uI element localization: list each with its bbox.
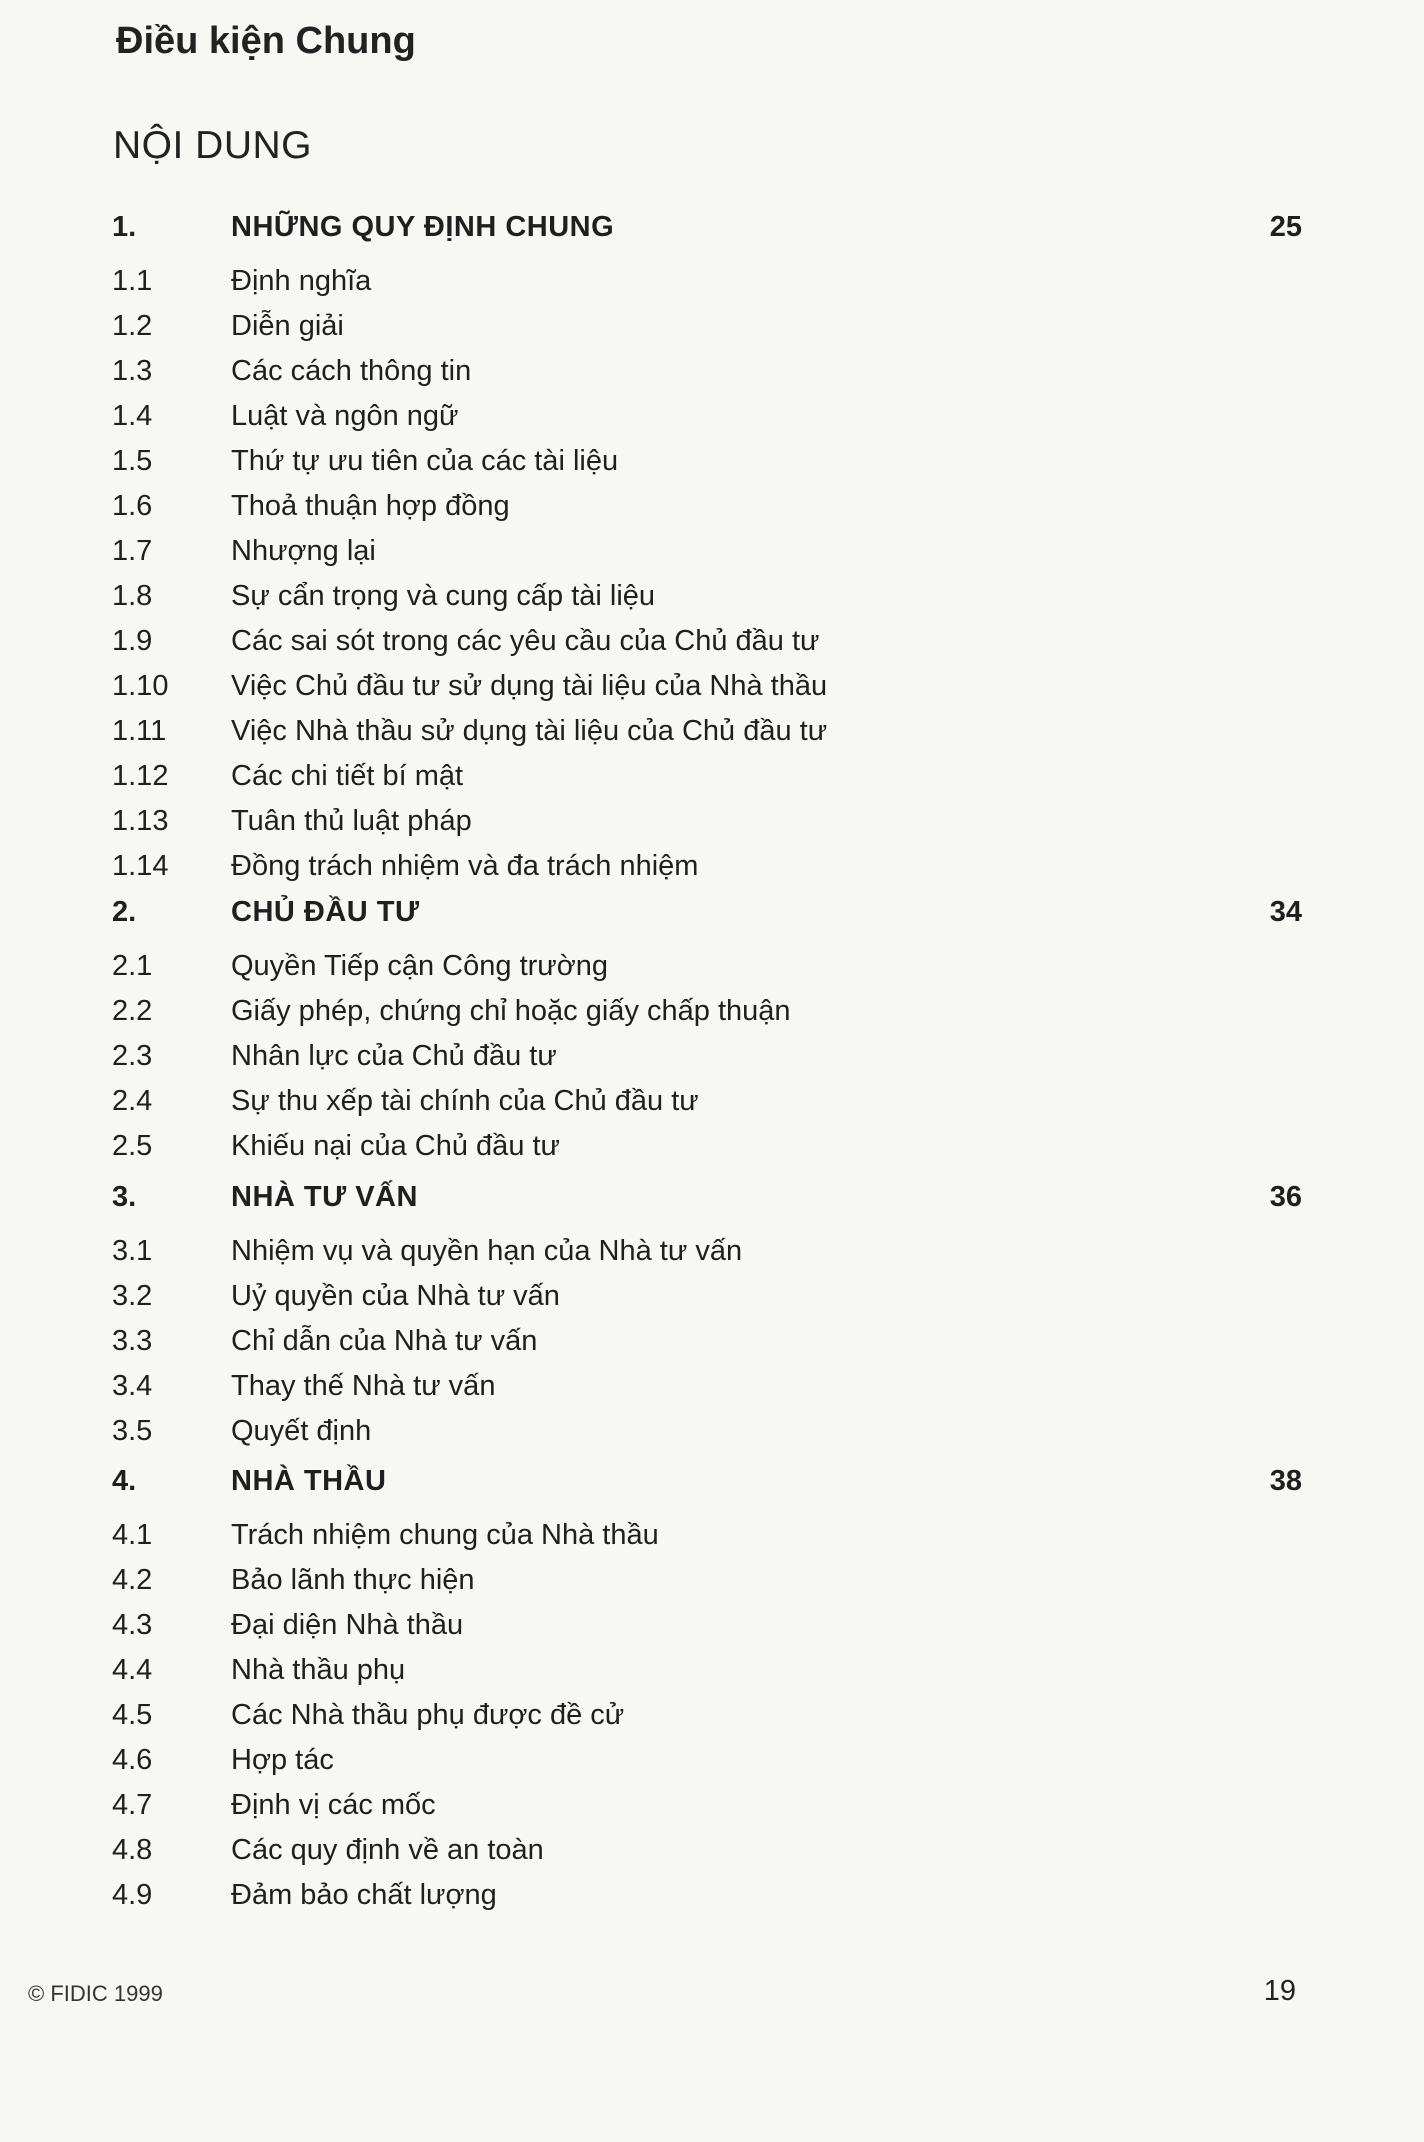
toc-entry[interactable] bbox=[0, 1784, 1424, 1826]
toc-entry[interactable] bbox=[0, 1365, 1424, 1407]
toc-number: 1.2 bbox=[112, 310, 153, 342]
toc-entry[interactable] bbox=[0, 755, 1424, 797]
toc-title: Nhượng lại bbox=[231, 535, 376, 567]
toc-title: Thoả thuận hợp đồng bbox=[231, 490, 510, 522]
toc-title: NHÀ THẦU bbox=[231, 1465, 387, 1497]
toc-number: 1.10 bbox=[112, 670, 169, 702]
toc-title: Chỉ dẫn của Nhà tư vấn bbox=[231, 1325, 538, 1357]
toc-number: 2.5 bbox=[112, 1130, 153, 1162]
toc-number: 1.14 bbox=[112, 850, 169, 882]
toc-page-number: 38 bbox=[1269, 1465, 1302, 1497]
toc-page-number: 34 bbox=[1269, 896, 1302, 928]
page-title: Điều kiện Chung bbox=[116, 20, 416, 62]
toc-page-number: 36 bbox=[1269, 1181, 1302, 1213]
toc-title: Nhân lực của Chủ đầu tư bbox=[231, 1040, 557, 1072]
toc-number: 1.12 bbox=[112, 760, 169, 792]
toc-title: Trách nhiệm chung của Nhà thầu bbox=[231, 1519, 659, 1551]
toc-entry[interactable] bbox=[0, 1320, 1424, 1362]
toc-number: 4.8 bbox=[112, 1834, 153, 1866]
toc-entry[interactable] bbox=[0, 1694, 1424, 1736]
toc-number: 1. bbox=[112, 211, 137, 243]
toc-title: Việc Chủ đầu tư sử dụng tài liệu của Nhà thầu bbox=[231, 670, 828, 702]
toc-number: 1.9 bbox=[112, 625, 153, 657]
toc-title: Quyền Tiếp cận Công trường bbox=[231, 950, 608, 982]
toc-title: Định vị các mốc bbox=[231, 1789, 436, 1821]
toc-title: Đồng trách nhiệm và đa trách nhiệm bbox=[231, 850, 699, 882]
toc-title: NHỮNG QUY ĐỊNH CHUNG bbox=[231, 211, 615, 243]
toc-title: Uỷ quyền của Nhà tư vấn bbox=[231, 1280, 560, 1312]
toc-title: Các chi tiết bí mật bbox=[231, 760, 464, 792]
toc-number: 4.4 bbox=[112, 1654, 153, 1686]
toc-entry[interactable] bbox=[0, 1649, 1424, 1691]
toc-number: 3.5 bbox=[112, 1415, 153, 1447]
toc-number: 1.3 bbox=[112, 355, 153, 387]
toc-title: Các Nhà thầu phụ được đề cử bbox=[231, 1699, 625, 1731]
toc-title: Sự cẩn trọng và cung cấp tài liệu bbox=[231, 580, 656, 612]
toc-number: 4.1 bbox=[112, 1519, 153, 1551]
toc-number: 3.1 bbox=[112, 1235, 153, 1267]
toc-title: Các cách thông tin bbox=[231, 355, 472, 387]
toc-number: 3.4 bbox=[112, 1370, 153, 1402]
toc-title: Các sai sót trong các yêu cầu của Chủ đầu tư bbox=[231, 625, 820, 657]
toc-entry[interactable] bbox=[0, 1874, 1424, 1916]
toc-number: 4.9 bbox=[112, 1879, 153, 1911]
toc-title: Thay thế Nhà tư vấn bbox=[231, 1370, 496, 1402]
toc-entry[interactable] bbox=[0, 710, 1424, 752]
toc-number: 2.1 bbox=[112, 950, 153, 982]
toc-title: Các quy định về an toàn bbox=[231, 1834, 544, 1866]
copyright-notice: © FIDIC 1999 bbox=[28, 1981, 163, 2006]
toc-entry[interactable] bbox=[0, 305, 1424, 347]
toc-entry[interactable] bbox=[0, 845, 1424, 887]
toc-section-heading[interactable] bbox=[0, 1460, 1424, 1502]
toc-title: Quyết định bbox=[231, 1415, 372, 1447]
toc-number: 4.3 bbox=[112, 1609, 153, 1641]
toc-section-heading[interactable] bbox=[0, 891, 1424, 933]
toc-number: 1.5 bbox=[112, 445, 153, 477]
toc-number: 3.2 bbox=[112, 1280, 153, 1312]
toc-section-heading[interactable] bbox=[0, 206, 1424, 248]
toc-entry[interactable] bbox=[0, 1739, 1424, 1781]
toc-number: 1.6 bbox=[112, 490, 153, 522]
toc-title: Nhà thầu phụ bbox=[231, 1654, 406, 1686]
toc-title: Bảo lãnh thực hiện bbox=[231, 1564, 475, 1596]
toc-number: 2.2 bbox=[112, 995, 153, 1027]
toc-number: 1.13 bbox=[112, 805, 169, 837]
toc-number: 4.2 bbox=[112, 1564, 153, 1596]
toc-number: 1.7 bbox=[112, 535, 153, 567]
toc-number: 2. bbox=[112, 896, 137, 928]
toc-title: Thứ tự ưu tiên của các tài liệu bbox=[231, 445, 619, 477]
toc-number: 2.3 bbox=[112, 1040, 153, 1072]
toc-entry[interactable] bbox=[0, 1410, 1424, 1452]
toc-title: CHỦ ĐẦU TƯ bbox=[231, 896, 420, 928]
page-footer bbox=[0, 1975, 1424, 2015]
toc-entry[interactable] bbox=[0, 1559, 1424, 1601]
toc-entry[interactable] bbox=[0, 350, 1424, 392]
toc-number: 4.6 bbox=[112, 1744, 153, 1776]
toc-title: Giấy phép, chứng chỉ hoặc giấy chấp thuận bbox=[231, 995, 791, 1027]
toc-number: 3. bbox=[112, 1181, 137, 1213]
toc-entry[interactable] bbox=[0, 990, 1424, 1032]
toc-number: 4.7 bbox=[112, 1789, 153, 1821]
toc-title: Đảm bảo chất lượng bbox=[231, 1879, 497, 1911]
page-number: 19 bbox=[1263, 1975, 1296, 2007]
toc-entry[interactable] bbox=[0, 1829, 1424, 1871]
toc-number: 1.11 bbox=[112, 715, 167, 747]
toc-entry[interactable] bbox=[0, 665, 1424, 707]
toc-title: Hợp tác bbox=[231, 1744, 334, 1776]
toc-title: Định nghĩa bbox=[231, 265, 372, 297]
toc-entry[interactable] bbox=[0, 1604, 1424, 1646]
toc-entry[interactable] bbox=[0, 485, 1424, 527]
toc-entry[interactable] bbox=[0, 1080, 1424, 1122]
toc-entry[interactable] bbox=[0, 530, 1424, 572]
toc-entry[interactable] bbox=[0, 440, 1424, 482]
toc-page-number: 25 bbox=[1269, 211, 1302, 243]
toc-entry[interactable] bbox=[0, 1514, 1424, 1556]
toc-title: Đại diện Nhà thầu bbox=[231, 1609, 464, 1641]
toc-title: Diễn giải bbox=[231, 310, 344, 342]
toc-entry[interactable] bbox=[0, 1275, 1424, 1317]
toc-entry[interactable] bbox=[0, 1125, 1424, 1167]
toc-number: 2.4 bbox=[112, 1085, 153, 1117]
toc-number: 1.4 bbox=[112, 400, 153, 432]
toc-entry[interactable] bbox=[0, 800, 1424, 842]
toc-title: Khiếu nại của Chủ đầu tư bbox=[231, 1130, 560, 1162]
toc-title: Sự thu xếp tài chính của Chủ đầu tư bbox=[231, 1085, 699, 1117]
toc-title: Việc Nhà thầu sử dụng tài liệu của Chủ đầu tư bbox=[231, 715, 828, 747]
toc-title: Luật và ngôn ngữ bbox=[231, 400, 459, 432]
toc-entry[interactable] bbox=[0, 1230, 1424, 1272]
toc-title: Nhiệm vụ và quyền hạn của Nhà tư vấn bbox=[231, 1235, 743, 1267]
toc-entry[interactable] bbox=[0, 1035, 1424, 1077]
toc-entry[interactable] bbox=[0, 260, 1424, 302]
toc-title: NHÀ TƯ VẤN bbox=[231, 1181, 418, 1213]
toc-entry[interactable] bbox=[0, 575, 1424, 617]
toc-number: 3.3 bbox=[112, 1325, 153, 1357]
toc-title: Tuân thủ luật pháp bbox=[231, 805, 472, 837]
toc-section-heading[interactable] bbox=[0, 1176, 1424, 1218]
toc-number: 4. bbox=[112, 1465, 137, 1497]
toc-entry[interactable] bbox=[0, 620, 1424, 662]
toc-number: 1.8 bbox=[112, 580, 153, 612]
toc-number: 4.5 bbox=[112, 1699, 153, 1731]
contents-heading: NỘI DUNG bbox=[113, 124, 312, 167]
toc-entry[interactable] bbox=[0, 945, 1424, 987]
toc-entry[interactable] bbox=[0, 395, 1424, 437]
toc-number: 1.1 bbox=[112, 265, 153, 297]
